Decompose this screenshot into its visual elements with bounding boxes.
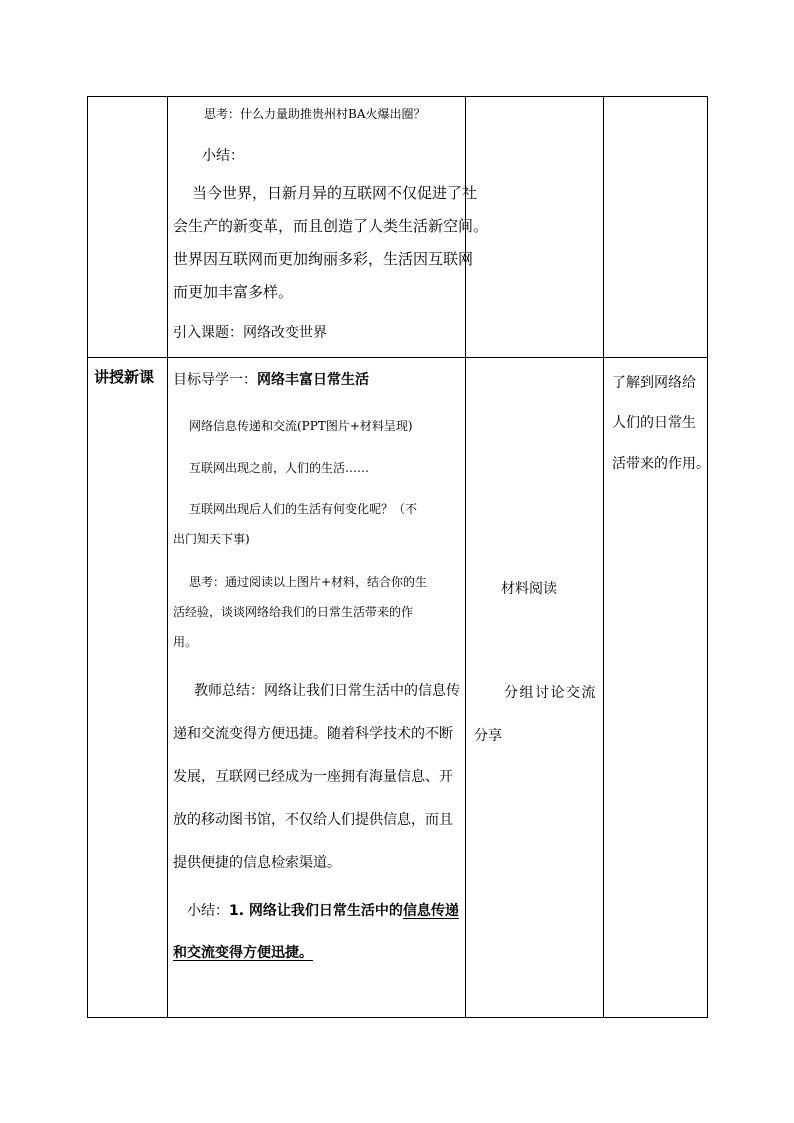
after-line: 互联网出现后人们的生活有何变化呢？（不 bbox=[189, 502, 418, 516]
goal-line bbox=[173, 373, 369, 387]
intent-line: 人们的日常生 bbox=[612, 415, 696, 431]
student-activity-cell bbox=[466, 358, 604, 1018]
paragraph-line: 而更加丰富多样。 bbox=[173, 283, 294, 301]
section-cell bbox=[88, 358, 168, 1018]
paragraph-line: 世界因互联网而更加绚丽多彩，生活因互联网 bbox=[173, 250, 474, 268]
content-cell-teaching bbox=[168, 358, 466, 1018]
summary-line-1 bbox=[187, 904, 459, 918]
summary-underlined: 信息传递 bbox=[402, 903, 459, 919]
before-line: 互联网出现之前，人们的生活…… bbox=[189, 461, 370, 475]
student-activity: 材料阅读 bbox=[501, 581, 557, 597]
section-cell-empty bbox=[88, 97, 168, 358]
summary-bold: 1. 网络让我们日常生活中的 bbox=[229, 903, 403, 919]
design-intent-cell bbox=[604, 358, 708, 1018]
table-row bbox=[88, 358, 708, 1018]
info-line: 网络信息传递和交流(PPT图片+材料呈现) bbox=[189, 419, 413, 433]
paragraph-line: 当今世界，日新月异的互联网不仅促进了社 bbox=[192, 184, 478, 202]
table-row bbox=[88, 97, 708, 358]
intent-line: 活带来的作用。 bbox=[612, 456, 710, 472]
intent-line: 了解到网络给 bbox=[612, 375, 696, 391]
summary-label: 小结： bbox=[202, 148, 244, 164]
summary-prefix: 小结： bbox=[187, 903, 229, 919]
think-line-2: 活经验，谈谈网络给我们的日常生活带来的作 bbox=[173, 605, 414, 619]
intro-topic: 引入课题：网络改变世界 bbox=[173, 325, 327, 341]
intent-cell-empty bbox=[604, 97, 708, 358]
goal-prefix: 目标导学一： bbox=[173, 372, 257, 388]
summary-line-2: 和交流变得方便迅捷。 bbox=[173, 945, 313, 961]
think-line: 思考：通过阅读以上图片+材料，结合你的生 bbox=[189, 575, 428, 589]
teacher-summary-line: 提供便捷的信息检索渠道。 bbox=[173, 855, 341, 871]
think-line-3: 用。 bbox=[173, 635, 198, 649]
content-cell-intro bbox=[168, 97, 489, 358]
section-label: 讲授新课 bbox=[94, 368, 155, 386]
teacher-summary-line: 教师总结：网络让我们日常生活中的信息传 bbox=[194, 683, 460, 699]
student-activity: 分享 bbox=[474, 728, 502, 744]
paragraph-line: 会生产的新变革，而且创造了人类生活新空间。 bbox=[173, 217, 489, 235]
teacher-summary-line: 发展，互联网已经成为一座拥有海量信息、开 bbox=[173, 769, 453, 785]
student-activity: 分组讨论交流 bbox=[504, 685, 597, 701]
teacher-summary-line: 递和交流变得方便迅捷。随着科学技术的不断 bbox=[173, 726, 453, 742]
teacher-summary-line: 放的移动图书馆，不仅给人们提供信息，而且 bbox=[173, 812, 453, 828]
lesson-plan-table bbox=[87, 96, 708, 1018]
after-line-2: 出门知天下事) bbox=[173, 532, 250, 546]
goal-title: 网络丰富日常生活 bbox=[257, 372, 369, 388]
think-question: 思考：什么力量助推贵州村BA火爆出圈？ bbox=[204, 107, 426, 121]
